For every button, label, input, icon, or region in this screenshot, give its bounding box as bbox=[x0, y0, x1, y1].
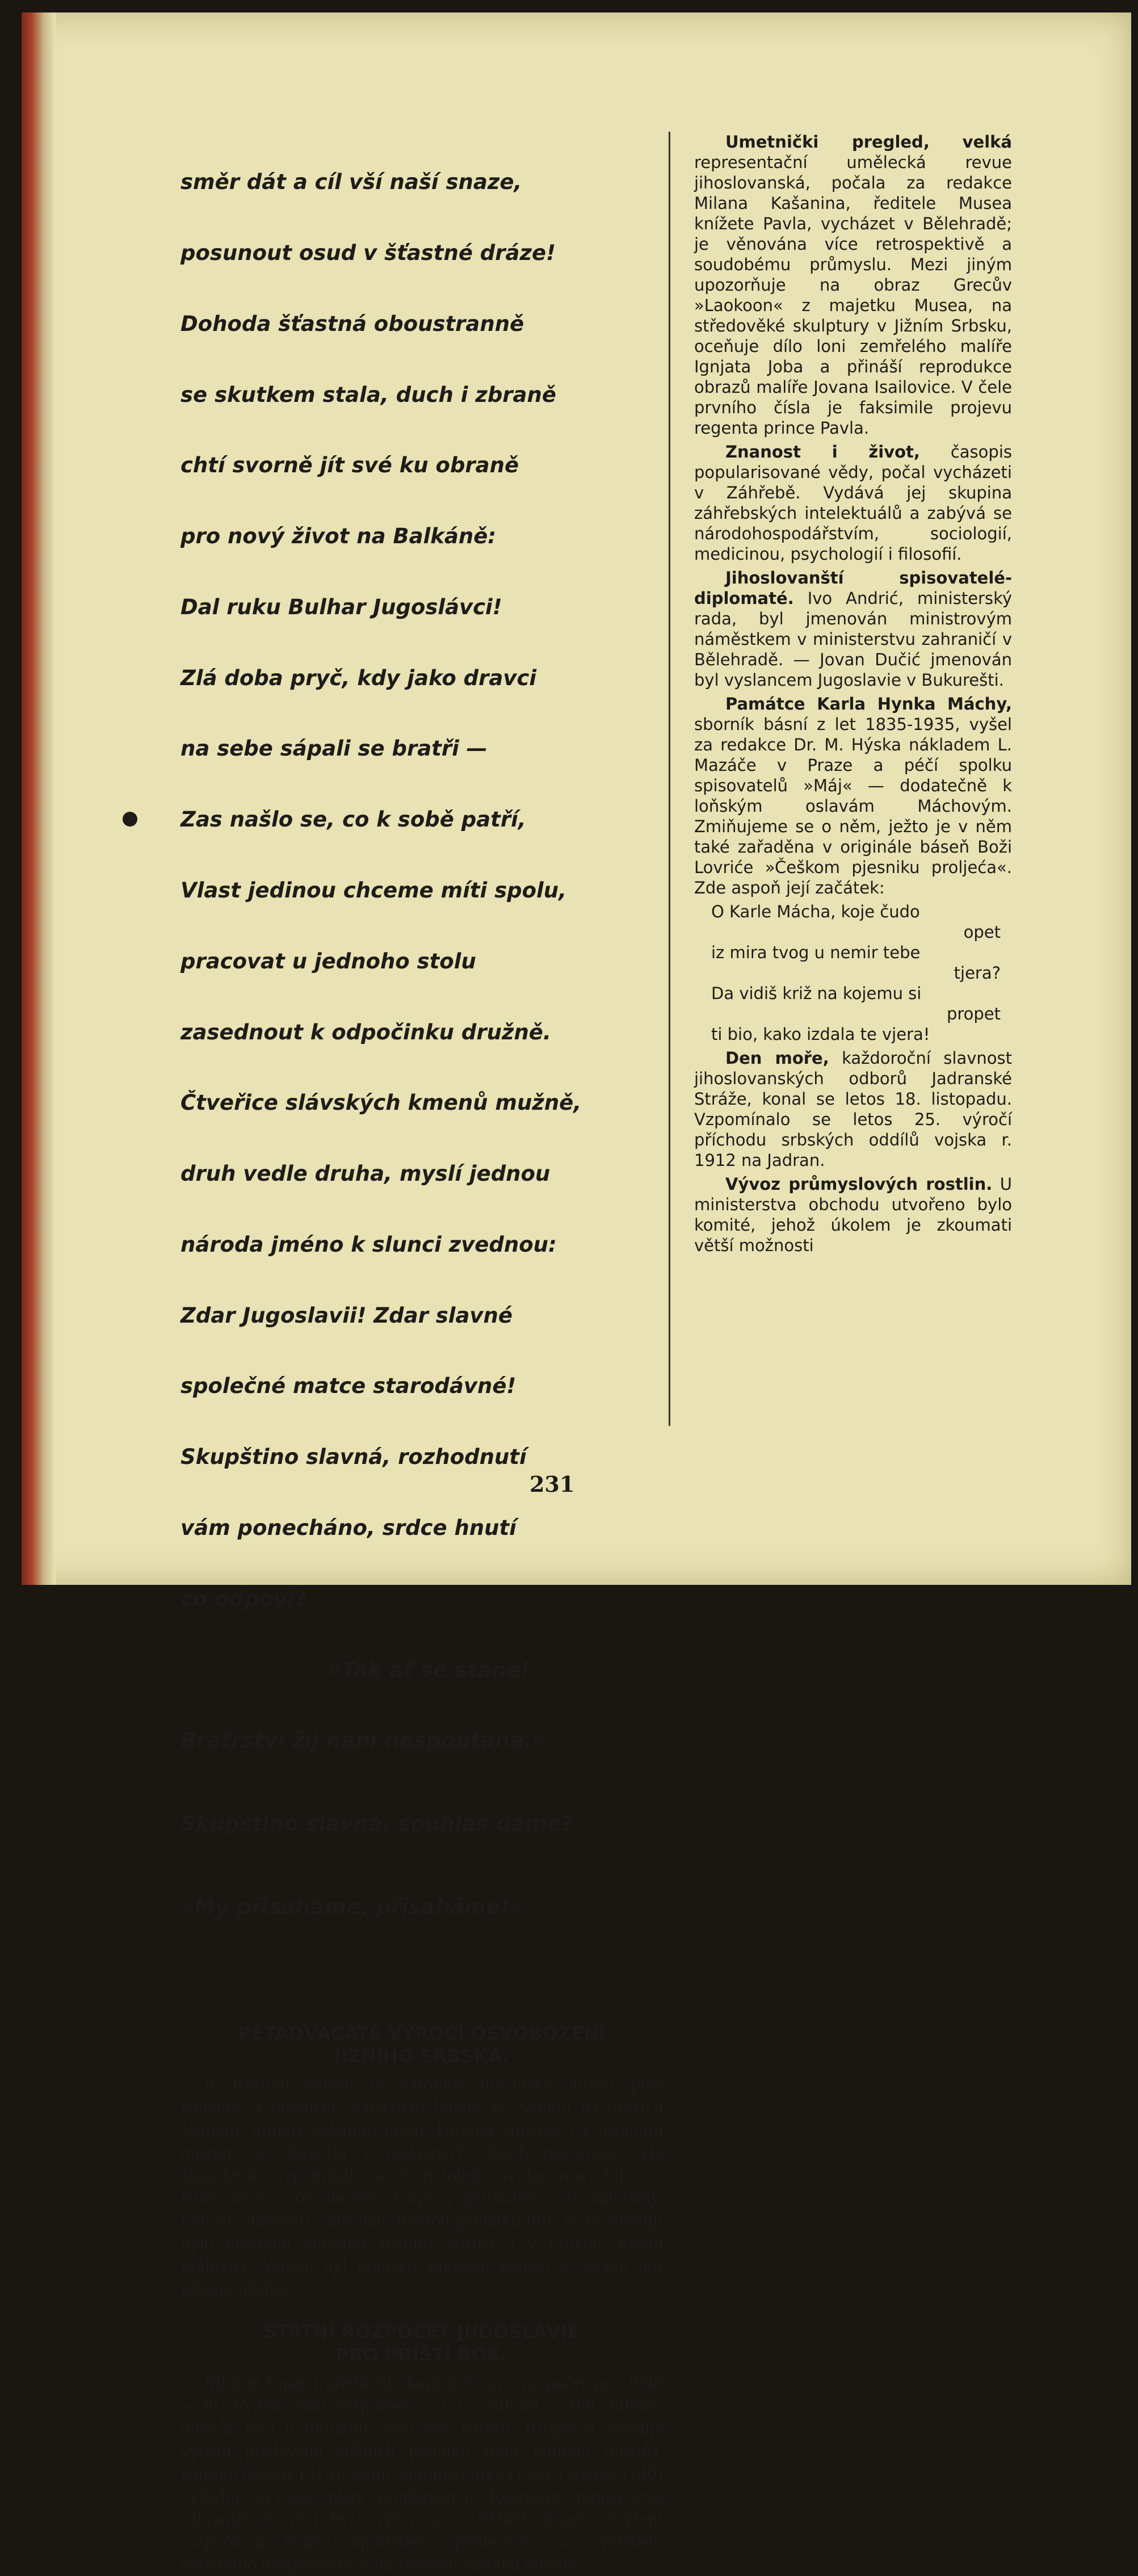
section2-text bbox=[180, 2372, 663, 2576]
scanned-page bbox=[22, 12, 1131, 2575]
poem-line: pro nový život na Balkáně: bbox=[180, 524, 497, 549]
verse-line: Da vidiš križ na kojemu si bbox=[711, 984, 922, 1003]
poem-line: Dal ruku Bulhar Jugoslávci! bbox=[180, 594, 502, 619]
news-item-text: U ministerstva obchodu utvořeno bylo komité, jehož úkolem je zkoumati větší možnosti bbox=[694, 1174, 1013, 1255]
quoted-verse bbox=[694, 901, 1012, 1044]
news-item-title: Památce Karla Hynka Máchy, bbox=[725, 694, 1012, 714]
poem-line: Zlá doba pryč, kdy jako dravci bbox=[180, 665, 537, 690]
poem-line: Skupštino slavná, rozhodnutí bbox=[180, 1445, 527, 1470]
poem-line: na sebe sápali se bratři — bbox=[180, 736, 488, 761]
poem-answer: »Tak ať se stane! bbox=[328, 1657, 530, 1682]
news-item-macha bbox=[694, 694, 1012, 898]
news-item-vyvoz bbox=[694, 1174, 1012, 1256]
section1-title bbox=[180, 2022, 663, 2067]
verse-line: propet bbox=[946, 1004, 1001, 1023]
news-item-umetnicki bbox=[694, 132, 1012, 438]
news-item-title: Den moře, bbox=[725, 1048, 829, 1068]
left-column bbox=[180, 123, 663, 2576]
verse-line: O Karle Mácha, koje čudo bbox=[711, 902, 920, 921]
poem-line: pracovat u jednoho stolu bbox=[180, 949, 476, 974]
poem-answer: Bratrství žij nám nespoutané.« bbox=[180, 1728, 546, 1753]
poem-line: Zas našlo se, co k sobě patří, bbox=[180, 807, 526, 832]
verse-line: tjera? bbox=[954, 963, 1001, 983]
section1-title-line: PĚTADVACÁTÉ VÝROČÍ OSVOBOZENÍ bbox=[238, 2022, 606, 2044]
bullet-dot bbox=[123, 812, 137, 826]
poem-line: Zdar Jugoslavii! Zdar slavné bbox=[180, 1303, 513, 1328]
poem-line: chtí svorně jít své ku obraně bbox=[180, 453, 519, 478]
news-item-den-more bbox=[694, 1048, 1012, 1170]
news-item-text: sborník básní z let 1835-1935, vyšel za redakce Dr. M. Hýska nákladem L. Mazáče v Praze a péčí spolku spisovatelů »Máj« — dodatečně k loňským oslavám Máchovým. Zmiňujeme se o něm, ježto je v něm také zařaděna v originále báseň Boži Lovriće »Češkom pjesniku proljeća«. Zde aspoň její začátek: bbox=[694, 715, 1012, 897]
news-item-title: velká bbox=[962, 132, 1012, 152]
poem-line: se skutkem stala, duch i zbraně bbox=[180, 382, 556, 407]
section2-title bbox=[180, 2321, 663, 2366]
poem-line: co odpoví? bbox=[180, 1586, 307, 1611]
column-divider bbox=[669, 132, 670, 1426]
section1-text bbox=[180, 2073, 663, 2300]
poem-line: směr dát a cíl vší naší snaze, bbox=[180, 170, 522, 195]
poem-line: zasednout k odpočinku družně. bbox=[180, 1020, 551, 1044]
verse-line: iz mira tvog u nemir tebe bbox=[711, 943, 921, 962]
right-column bbox=[694, 132, 1012, 1259]
news-item-title: Vývoz průmyslových rostlin. bbox=[725, 1174, 993, 1194]
poem-line: Dohoda šťastná oboustranně bbox=[180, 311, 524, 336]
verse-line: ti bio, kako izdala te vjera! bbox=[711, 1025, 930, 1044]
news-item-text: časopis popularisované vědy, počal vycházeti v Záhřebě. Vydává jej skupina záhřebských intelektuálů a zabývá se národohospodářstvím, sociologií, medicinou, psychologií i filosofií. bbox=[694, 442, 1012, 564]
verse-line: opet bbox=[963, 922, 1001, 942]
section2-text-body: Ministr financí předložil skupštině nový rozpočet pro 1938—39. Vydání jsou rozpočtena na 12 miliard a 180 milionů dinarů; jsou o miliardu větší než letošní. Rozpočet zvyšuje vydání především státních podniků (606 milionů dinarů), národní obrany (313), státní administrativy (130) a zbytek (140) vyžadují zvýšené platy zaměstnanců. Rozpočet ministerstva zahraničních věcí byl zvýšen o 7,239.683 dinarů. Zvýšení rozpočtová budou upotřebena především na zvelebení národního hospodářství a na zlepšení národní obrany. bbox=[180, 2372, 663, 2575]
poem-question: Skupštino slavná, souhlas dáme? bbox=[180, 1811, 574, 1836]
poem-line: Vlast jedinou chceme míti spolu, bbox=[180, 878, 567, 903]
news-item-znanost bbox=[694, 442, 1012, 564]
news-item-title: Znanost i život, bbox=[725, 442, 920, 462]
poem-line: vám ponecháno, srdce hnutí bbox=[180, 1516, 516, 1541]
section1-text-body: K Jižnímu Srbsku, té starobylé slovanské oblasti, plné památek a obydlené statečným lidem, ke Skoplji na březích Vardaru, druhdy sídelním městu Dnšana Silného, i k ostatním místům se obracela v nedávných dnech pozornost celé Jugoslavie: vzpomínalo se čtvrtstoletí osvobozovací bitvy u Kumanova a osvobození kraje z pětistaleté cizí nadvlády. Letošní slavnosti zanechaly trvalou památku tím, že ve Skoplji bylo otevřeno museum Jižního Srbska a v Prilepu, městu královice Marka, byl položen základní kámen k ústavu pro pěstění tabáku. bbox=[180, 2074, 663, 2299]
poem-final: »My přisaháme, přisaháme!« bbox=[180, 1894, 524, 1919]
news-item-title: Umetnički pregled, bbox=[725, 132, 930, 152]
news-item-text: representační umělecká revue jihoslovanská, počala za redakce Milana Kašanina, ředitele Musea knížete Pavla, vycházet v Bělehradě; je věnována více retrospektivě a soudobému průmyslu. Mezi jiným upozorňuje na obraz Grecův »Laokoon« z majetku Musea, na středověké skulptury v Jižním Srbsku, oceňuje dílo loni zemřelého malíře Ignjata Joba a přináší reprodukce obrazů malíře Jovana Isailovice. V čele prvního čísla je faksimile projevu regenta prince Pavla. bbox=[694, 153, 1012, 438]
poem-line: národa jméno k slunci zvednou: bbox=[180, 1232, 557, 1257]
poem-line: posunout osud v šťastné dráze! bbox=[180, 240, 556, 265]
section2-title-line: PRO PŘÍŠTÍ ROK. bbox=[335, 2343, 508, 2365]
page-number: 231 bbox=[530, 1471, 575, 1497]
poem-line: druh vedle druha, myslí jednou bbox=[180, 1161, 551, 1186]
poem-line: Čtveřice slávských kmenů mužně, bbox=[180, 1090, 582, 1115]
news-item-text: každoroční slavnost jihoslovanských odborů Jadranské Stráže, konal se letos 18. listopadu. Vzpomínalo se letos 25. výročí příchodu srbských oddílů vojska r. 1912 na Jadran. bbox=[694, 1048, 1012, 1170]
poem-line: společné matce starodávné! bbox=[180, 1374, 516, 1399]
news-item-diplomats bbox=[694, 568, 1012, 690]
page-binding-edge bbox=[22, 12, 56, 1585]
section2-title-line: STATNÍ ROZPOČET JUGOSLAVIE bbox=[263, 2321, 580, 2343]
news-item-title: Jihoslovanští spisovatelé-diplomaté. bbox=[694, 568, 1012, 608]
section1-title-line: JIŽNÍHO SRBSKA. bbox=[334, 2045, 510, 2067]
news-item-text: Ivo Andrić, ministerský rada, byl jmenován ministrovým náměstkem v ministerstvu zahraničí v Bělehradě. — Jovan Dučić jmenován byl vyslancem Jugoslavie v Bukurešti. bbox=[694, 589, 1012, 690]
poem bbox=[180, 123, 663, 1966]
